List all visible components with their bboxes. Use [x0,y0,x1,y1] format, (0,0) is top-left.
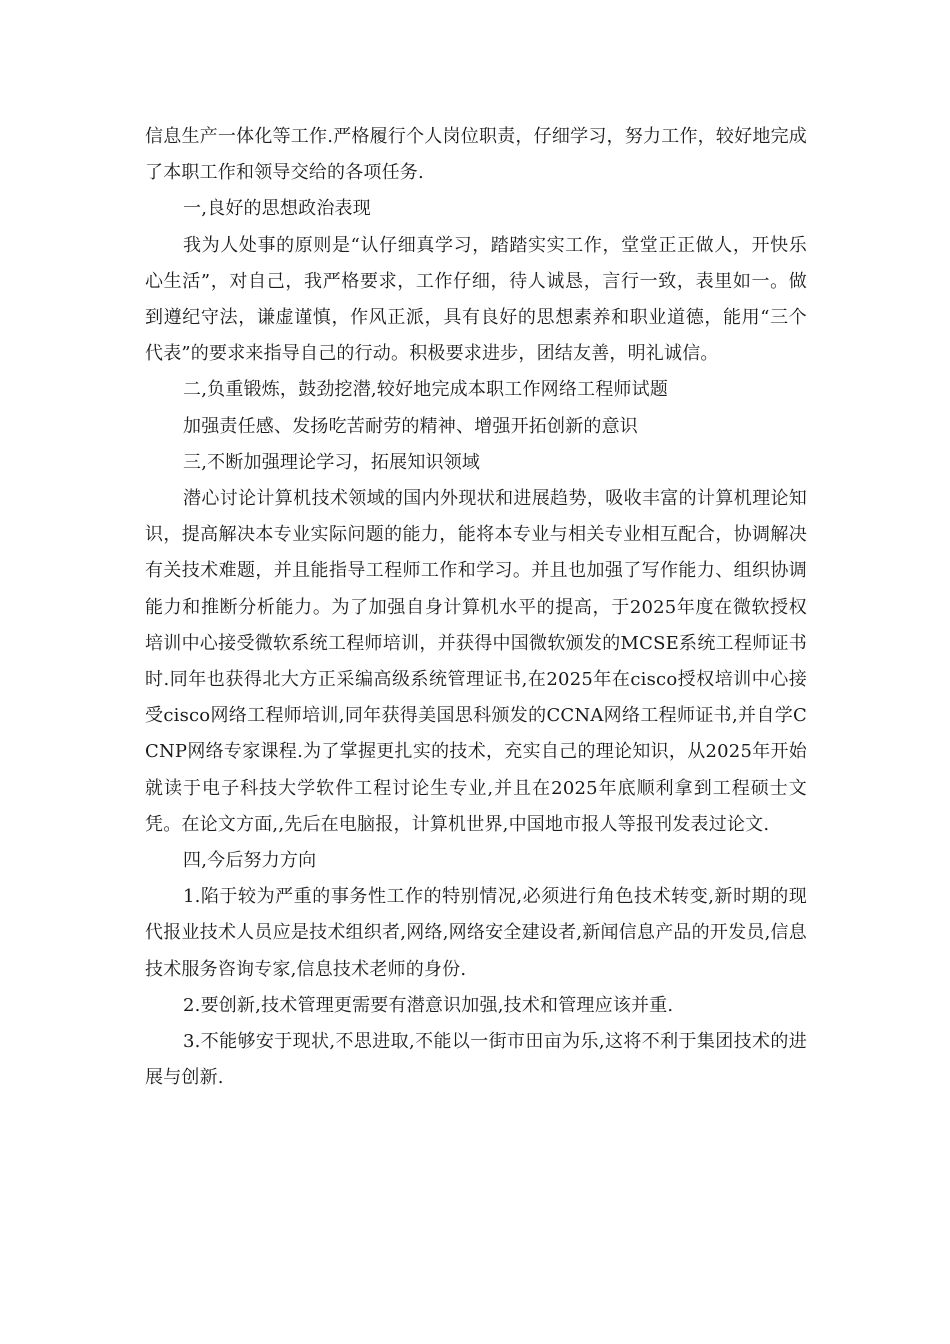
list-item-2: 2.要创新,技术管理更需要有潜意识加强,技术和管理应该并重. [183,994,674,1016]
document-body [145,119,807,1096]
paragraph-responsibility: 加强责任感、发扬吃苦耐劳的精神、增强开拓创新的意识 [183,415,638,437]
list-item-1: 1.陷于较为严重的事务性工作的特别情况,必须进行角色技术转变,新时期的现代报业技术人员应是技术组织者,网络,网络安全建设者,新闻信息产品的开发员,信息技术服务咨询专家,信息技术老师的身份. [145,886,807,980]
section-heading-4: 四,今后努力方向 [183,850,317,872]
paragraph-intro-continuation: 信息生产一体化等工作.严格履行个人岗位职责，仔细学习，努力工作，较好地完成了本职工作和领导交给的各项任务. [145,126,807,184]
paragraph-political-performance: 我为人处事的原则是“认仔细真学习，踏踏实实工作，堂堂正正做人，开快乐心生活”，对自己，我严格要求，工作仔细，待人诚恳，言行一致，表里如一。做到遵纪守法，谦虚谨慎，作风正派，具有良好的思想素养和职业道德，能用“三个代表”的要求来指导自己的行动。积极要求进步，团结友善，明礼诚信。 [145,234,807,365]
list-item-3: 3.不能够安于现状,不思进取,不能以一街市田亩为乐,这将不利于集团技术的进展与创新. [145,1031,807,1089]
section-heading-1: 一,良好的思想政治表现 [183,198,371,220]
section-heading-2: 二,负重锻炼，鼓劲挖潜,较好地完成本职工作网络工程师试题 [183,379,669,401]
paragraph-theory-study: 潜心讨论计算机技术领域的国内外现状和进展趋势，吸收丰富的计算机理论知识，提高解决本专业实际问题的能力，能将本专业与相关专业相互配合，协调解决有关技术难题，并且能指导工程师工作和学习。并且也加强了写作能力、组织协调能力和推断分析能力。为了加强自身计算机水平的提高，于2025年度在微软授权培训中心接受微软系统工程师培训，并获得中国微软颁发的MCSE系统工程师证书时.同年也获得北大方正采编高级系统管理证书,在2025年在cisco授权培训中心接受cisco网络工程师培训,同年获得美国思科颁发的CCNA网络工程师证书,并自学CCNP网络专家课程.为了掌握更扎实的技术，充实自己的理论知识，从2025年开始就读于电子科技大学软件工程讨论生专业,并且在2025年底顺利拿到工程硕士文凭。在论文方面,,先后在电脑报，计算机世界,中国地市报人等报刊发表过论文. [145,488,807,835]
section-heading-3: 三,不断加强理论学习，拓展知识领域 [183,451,481,473]
